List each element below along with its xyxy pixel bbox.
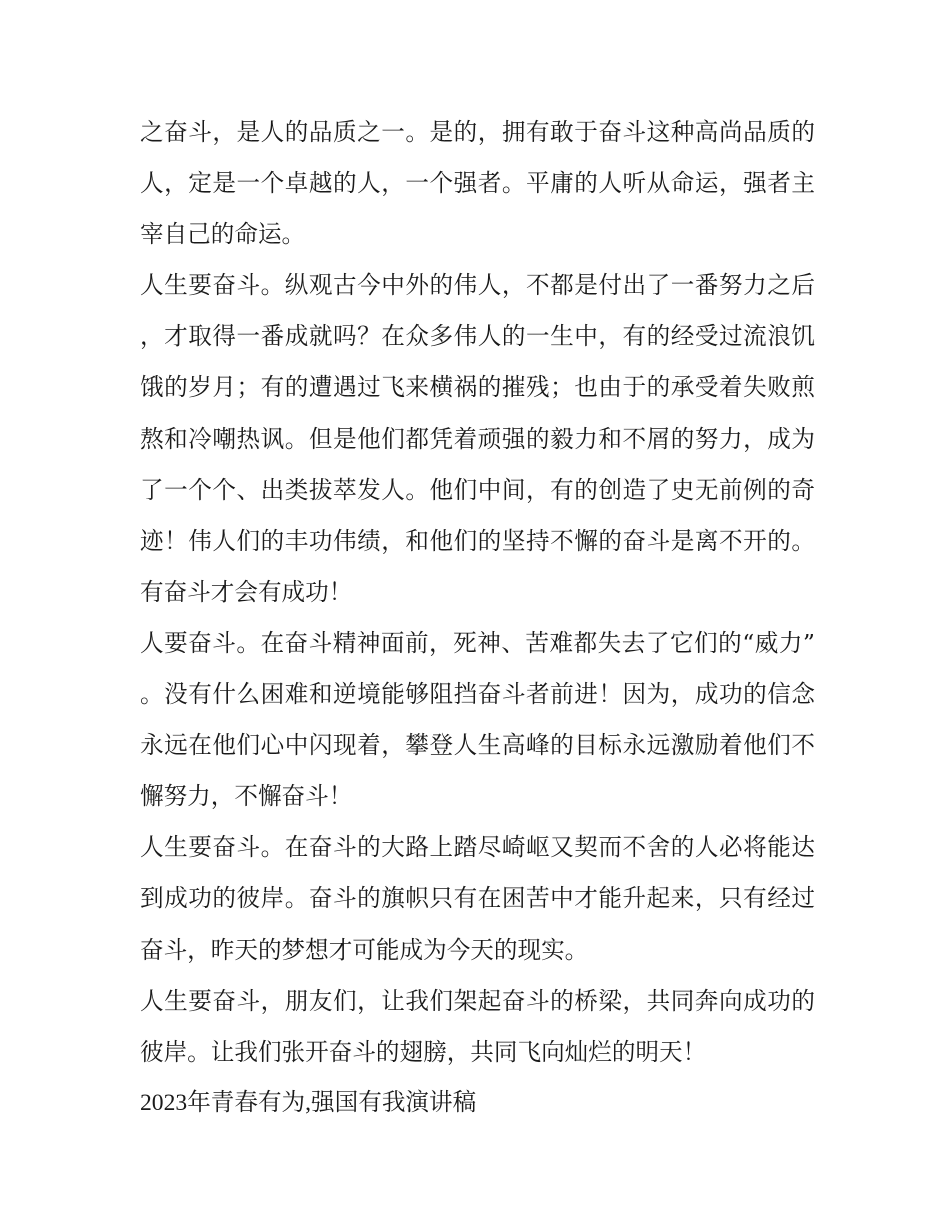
document-body xyxy=(140,107,815,1129)
paragraph-3: 人要奋斗。在奋斗精神面前，死神、苦难都失去了它们的“威力”。没有什么困难和逆境能够阻挡奋斗者前进！因为，成功的信念永远在他们心中闪现着，攀登人生高峰的目标永远激励着他们不懈努力，不懈奋斗！ xyxy=(140,628,815,811)
paragraph-4: 人生要奋斗。在奋斗的大路上踏尽崎岖又契而不舍的人必将能达到成功的彼岸。奋斗的旗帜只有在困苦中才能升起来，只有经过奋斗，昨天的梦想才可能成为今天的现实。 xyxy=(140,833,815,964)
paragraph-2: 人生要奋斗。纵观古今中外的伟人，不都是付出了一番努力之后，才取得一番成就吗？在众多伟人的一生中，有的经受过流浪饥饿的岁月；有的遭遇过飞来横祸的摧残；也由于的承受着失败煎熬和冷嘲热讽。但是他们都凭着顽强的毅力和不屑的努力，成为了一个个、出类拔萃发人。他们中间，有的创造了史无前例的奇迹！伟人们的丰功伟绩，和他们的坚持不懈的奋斗是离不开的。有奋斗才会有成功！ xyxy=(140,271,815,606)
paragraph-5: 人生要奋斗，朋友们，让我们架起奋斗的桥梁，共同奔向成功的彼岸。让我们张开奋斗的翅膀，共同飞向灿烂的明天！ xyxy=(140,986,815,1066)
next-section-title: 2023年青春有为,强国有我演讲稿 xyxy=(140,1089,477,1116)
paragraph-1: 之奋斗，是人的品质之一。是的，拥有敢于奋斗这种高尚品质的人，定是一个卓越的人，一个强者。平庸的人听从命运，强者主宰自己的命运。 xyxy=(140,118,815,249)
